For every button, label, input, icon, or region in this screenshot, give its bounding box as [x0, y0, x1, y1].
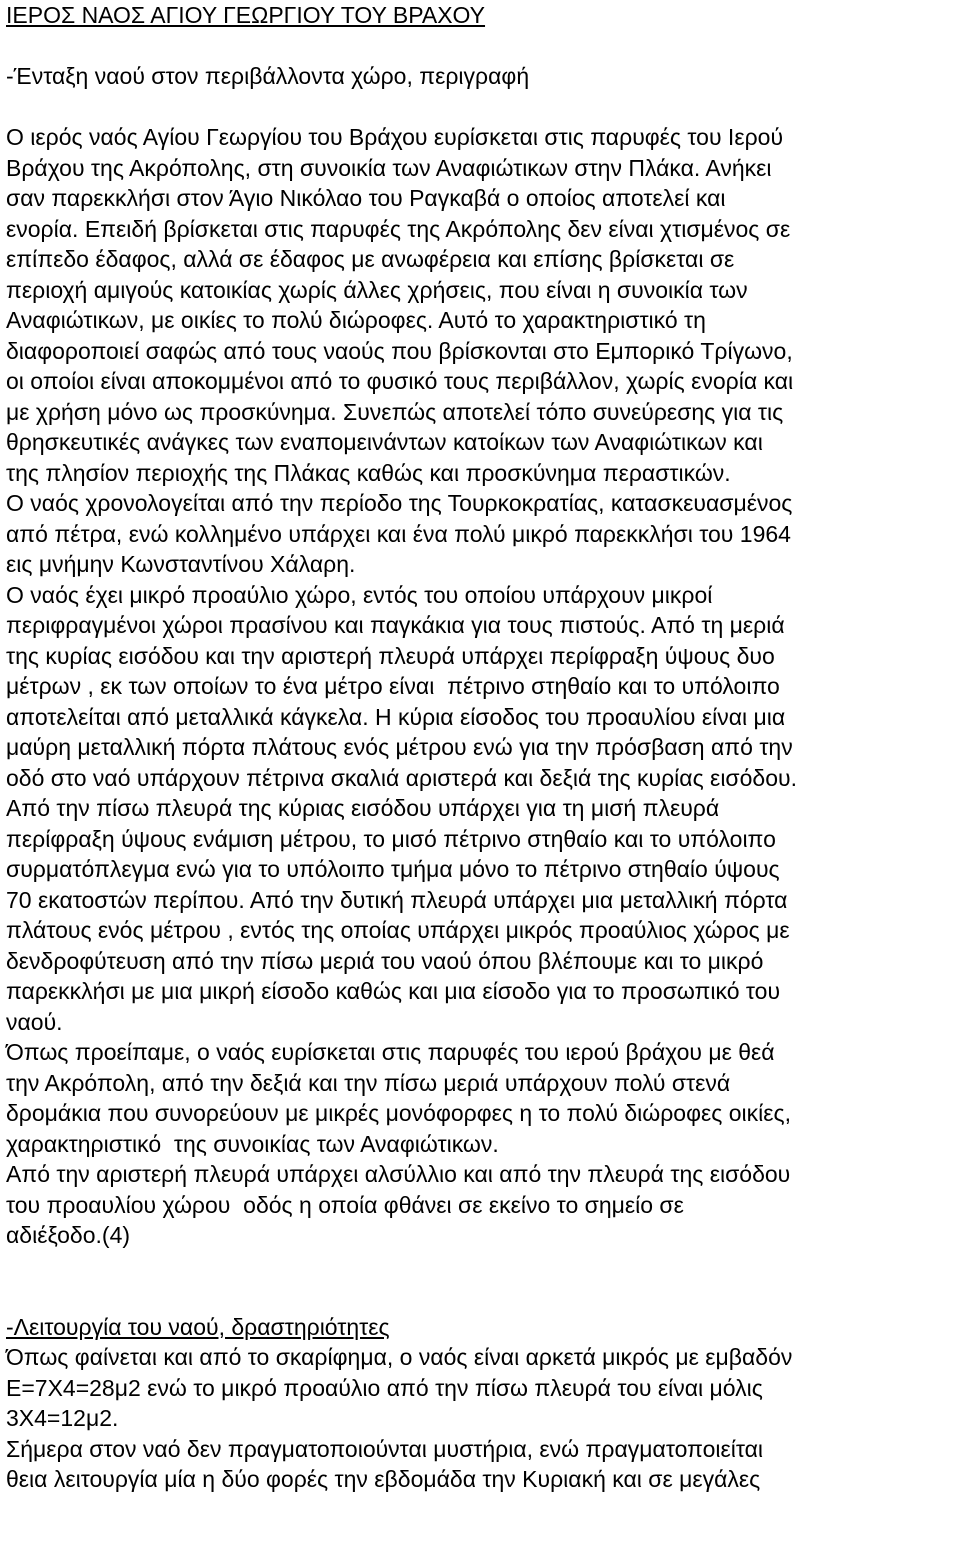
text-line: Σήμερα στον ναό δεν πραγματοποιούνται μυστήρια, ενώ πραγματοποιείται — [6, 1435, 764, 1462]
text-line: παρεκκλήσι με μια μικρή είσοδο καθώς και μια είσοδο για το προσωπικό του — [6, 978, 781, 1004]
text-line: του προαυλίου χώρου οδός η οποία φθάνει σε εκείνο το σημείο σε — [6, 1191, 684, 1218]
text-line: εις μνήμην Κωνσταντίνου Χάλαρη. — [6, 551, 356, 577]
text-line: μέτρων , εκ των οποίων το ένα μέτρο είναι πέτρινο στηθαίο και το υπόλοιπο — [6, 673, 780, 699]
document-title: ΙΕΡΟΣ ΝΑΟΣ ΑΓΙΟΥ ΓΕΩΡΓΙΟΥ ΤΟΥ ΒΡΑΧΟΥ — [6, 2, 486, 28]
text-line: της πλησίον περιοχής της Πλάκας καθώς και προσκύνημα περαστικών. — [6, 459, 731, 486]
text-line: θρησκευτικές ανάγκες των εναπομεινάντων κατοίκων των Αναφιώτικων και — [6, 429, 763, 455]
section-body-function — [6, 1342, 956, 1495]
text-line: Βράχου της Ακρόπολης, στη συνοικία των Αναφιώτικων στην Πλάκα. Ανήκει — [6, 154, 772, 181]
text-line: από πέτρα, ενώ κολλημένο υπάρχει και ένα πολύ μικρό παρεκκλήσι του 1964 — [6, 520, 791, 547]
text-line: χαρακτηριστικό της συνοικίας των Αναφιώτικων. — [6, 1130, 499, 1157]
section-body-integration — [6, 122, 956, 1251]
text-line: οδό στο ναό υπάρχουν πέτρινα σκαλιά αριστερά και δεξιά της κυρίας εισόδου. — [6, 764, 797, 791]
text-line: δενδροφύτευση από την πίσω μεριά του ναού όπου βλέπουμε και το μικρό — [6, 947, 764, 974]
text-line: με χρήση μόνο ως προσκύνημα. Συνεπώς αποτελεί τόπο συνεύρεσης για τις — [6, 398, 784, 425]
text-line: Όπως φαίνεται και από το σκαρίφημα, ο ναός είναι αρκετά μικρός με εμβαδόν — [6, 1344, 793, 1370]
text-line: 3Χ4=12μ2. — [6, 1405, 119, 1431]
text-line: μαύρη μεταλλική πόρτα πλάτους ενός μέτρου ενώ για την πρόσβαση από την — [6, 734, 793, 760]
text-line: Ο ναός χρονολογείται από την περίοδο της Τουρκοκρατίας, κατασκευασμένος — [6, 490, 793, 516]
text-line: Ε=7Χ4=28μ2 ενώ το μικρό προαύλιο από την πίσω πλευρά του είναι μόλις — [6, 1374, 763, 1401]
text-line: Από την αριστερή πλευρά υπάρχει αλσύλλιο και από την πλευρά της εισόδου — [6, 1161, 791, 1187]
section-heading-function: -Λειτουργία του ναού, δραστηριότητες — [6, 1313, 390, 1340]
section-heading-integration: -Ένταξη ναού στον περιβάλλοντα χώρο, περιγραφή — [6, 63, 530, 89]
text-line: αποτελείται από μεταλλικά κάγκελα. Η κύρια είσοδος του προαυλίου είναι μια — [6, 703, 786, 730]
text-line: θεια λειτουργία μία η δύο φορές την εβδομάδα την Κυριακή και σε μεγάλες — [6, 1466, 761, 1492]
text-line: της κυρίας εισόδου και την αριστερή πλευρά υπάρχει περίφραξη ύψους δυο — [6, 642, 775, 669]
document-page — [6, 0, 956, 1495]
text-line: περιφραγμένοι χώροι πρασίνου και παγκάκια για τους πιστούς. Από τη μεριά — [6, 612, 785, 638]
text-line: 70 εκατοστών περίπου. Από την δυτική πλευρά υπάρχει μια μεταλλική πόρτα — [6, 886, 788, 913]
text-line: συρματόπλεγμα ενώ για το υπόλοιπο τμήμα μόνο το πέτρινο στηθαίο ύψους — [6, 856, 780, 882]
text-line: την Ακρόπολη, από την δεξιά και την πίσω μεριά υπάρχουν πολύ στενά — [6, 1069, 731, 1096]
text-line: σαν παρεκκλήσι στον Άγιο Νικόλαο του Ραγκαβά ο οποίος αποτελεί και — [6, 185, 726, 211]
text-line: επίπεδο έδαφος, αλλά σε έδαφος με ανωφέρεια και επίσης βρίσκεται σε — [6, 246, 735, 272]
text-line: Όπως προείπαμε, ο ναός ευρίσκεται στις παρυφές του ιερού βράχου με θεά — [6, 1039, 775, 1065]
text-line: περιοχή αμιγούς κατοικίας χωρίς άλλες χρήσεις, που είναι η συνοικία των — [6, 276, 748, 303]
blank-line — [6, 1251, 956, 1282]
text-line: αδιέξοδο.(4) — [6, 1222, 131, 1248]
text-line: Από την πίσω πλευρά της κύριας εισόδου υπάρχει για τη μισή πλευρά — [6, 795, 720, 821]
text-line: Ο ναός έχει μικρό προαύλιο χώρο, εντός του οποίου υπάρχουν μικροί — [6, 581, 713, 608]
blank-line — [6, 31, 956, 62]
text-line: δρομάκια που συνορεύουν με μικρές μονόφορφες η το πολύ διώροφες οικίες, — [6, 1100, 791, 1126]
text-line: οι οποίοι είναι αποκομμένοι από το φυσικό τους περιβάλλον, χωρίς ενορία και — [6, 368, 794, 394]
blank-line — [6, 92, 956, 123]
text-line: Ο ιερός ναός Αγίου Γεωργίου του Βράχου ευρίσκεται στις παρυφές του Ιερού — [6, 124, 784, 150]
blank-line — [6, 1281, 956, 1312]
text-line: πλάτους ενός μέτρου , εντός της οποίας υπάρχει μικρός προαύλιος χώρος με — [6, 917, 790, 943]
text-line: ενορία. Επειδή βρίσκεται στις παρυφές της Ακρόπολης δεν είναι χτισμένος σε — [6, 215, 791, 242]
text-line: διαφοροποιεί σαφώς από τους ναούς που βρίσκονται στο Εμπορικό Τρίγωνο, — [6, 337, 793, 364]
text-line: Αναφιώτικων, με οικίες το πολύ διώροφες. Αυτό το χαρακτηριστικό τη — [6, 307, 706, 333]
text-line: ναού. — [6, 1008, 63, 1035]
text-line: περίφραξη ύψους ενάμιση μέτρου, το μισό πέτρινο στηθαίο και το υπόλοιπο — [6, 825, 776, 852]
